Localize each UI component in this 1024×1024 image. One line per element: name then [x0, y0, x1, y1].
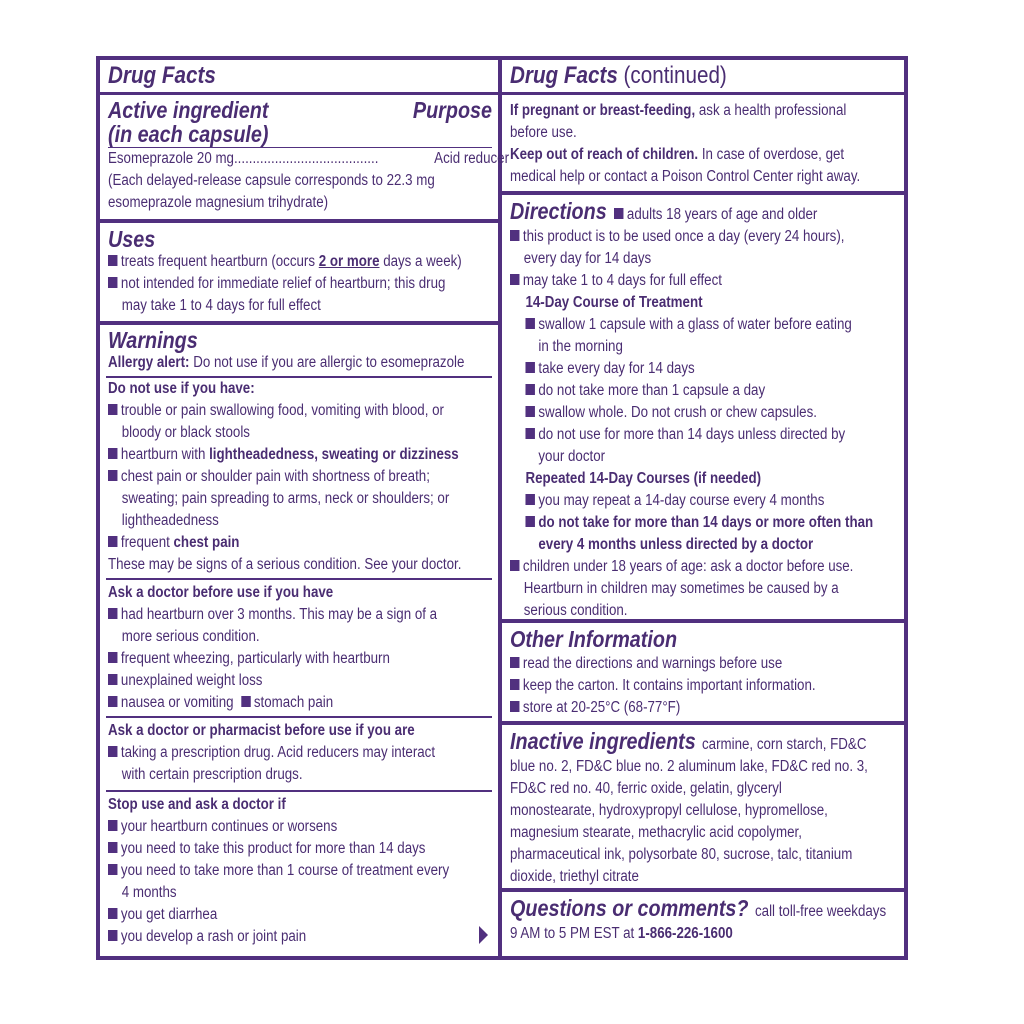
keep-away-warning-cont: medical help or contact a Poison Control Center right away. — [510, 168, 861, 185]
title-continued-section — [502, 62, 904, 90]
ask-pharmacist-item: taking a prescription drug. Acid reducers may interact — [108, 742, 438, 764]
drug-facts-continued-title: Drug Facts (continued) — [510, 62, 727, 89]
course-item: do not use for more than 14 days unless directed by — [510, 424, 844, 446]
course-item: swallow whole. Do not crush or chew capsules. — [510, 402, 844, 424]
pregnancy-warning-cont: before use. — [510, 124, 577, 141]
questions-contact: 9 AM to 5 PM EST at 1-866-226-1600 — [510, 925, 733, 942]
course-heading: 14-Day Course of Treatment — [525, 294, 703, 311]
other-info-item: read the directions and warnings before use — [510, 653, 844, 675]
ask-doctor-item-cont: more serious condition. — [121, 628, 260, 645]
ask-doctor-item: unexplained weight loss — [108, 670, 438, 692]
do-not-use-item: frequent chest pain — [108, 532, 438, 554]
divider — [502, 619, 904, 623]
pregnancy-warning: If pregnant or breast-feeding, ask a health professional — [510, 102, 847, 119]
inactive-ingredients-text: FD&C red no. 40, ferric oxide, gelatin, glyceryl — [510, 780, 782, 797]
other-info-item: store at 20-25°C (68-77°F) — [510, 697, 844, 719]
stop-use-item: you need to take more than 1 course of treatment every — [108, 860, 438, 882]
stop-use-item: your heartburn continues or worsens — [108, 816, 438, 838]
inactive-ingredients-text: pharmaceutical ink, polysorbate 80, sucrose, talc, titanium — [510, 846, 853, 863]
other-information-heading: Other Information — [510, 626, 678, 652]
do-not-use-item-cont: lightheadedness — [121, 512, 219, 529]
uses-item-2: not intended for immediate relief of heartburn; this drug — [108, 273, 438, 295]
ingredient-note-1: (Each delayed-release capsule corresponds to 22.3 mg — [108, 172, 435, 189]
phone-number: 1-866-226-1600 — [637, 925, 733, 942]
divider — [100, 321, 498, 325]
directions-first-line: Directions adults 18 years of age and older — [510, 198, 818, 224]
title-section — [100, 62, 498, 90]
directions-section — [502, 199, 904, 622]
ask-pharmacist-item-cont: with certain prescription drugs. — [121, 766, 303, 783]
inactive-ingredients-heading: Inactive ingredients — [510, 728, 696, 754]
divider — [100, 219, 498, 223]
course-item-cont: in the morning — [538, 338, 623, 355]
other-information-section — [502, 625, 904, 719]
allergy-alert: Allergy alert: Do not use if you are allergic to esomeprazole — [108, 354, 465, 371]
divider — [106, 790, 492, 792]
ask-pharmacist-heading: Ask a doctor or pharmacist before use if you are — [108, 722, 415, 739]
uses-item-1: treats frequent heartburn (occurs 2 or more days a week) — [108, 251, 438, 273]
repeated-course-item: do not take for more than 14 days or more often than — [510, 512, 844, 534]
ingredient-line: Esomeprazole 20 mg....................................... — [108, 150, 379, 167]
directions-item-cont: Heartburn in children may sometimes be caused by a — [523, 580, 839, 597]
keep-away-warning: Keep out of reach of children. In case of overdose, get — [510, 146, 845, 163]
do-not-use-heading: Do not use if you have: — [108, 380, 255, 397]
inactive-ingredients-section — [502, 729, 904, 888]
inactive-ingredients-text: monostearate, hydroxypropyl cellulose, hypromellose, — [510, 802, 828, 819]
left-column — [100, 60, 510, 956]
ask-pharmacist-section — [100, 720, 498, 786]
course-item: swallow 1 capsule with a glass of water before eating — [510, 314, 844, 336]
directions-heading: Directions — [510, 198, 607, 224]
inactive-ingredients-text: blue no. 2, FD&C blue no. 2 aluminum lake, FD&C red no. 3, — [510, 758, 868, 775]
stop-use-item: you need to take this product for more than 14 days — [108, 838, 438, 860]
divider — [502, 191, 904, 195]
active-ingredient-subheading: (in each capsule) — [108, 121, 269, 147]
pregnancy-section — [502, 100, 904, 188]
continued-arrow-icon — [479, 926, 488, 944]
repeated-course-heading: Repeated 14-Day Courses (if needed) — [525, 470, 762, 487]
divider — [106, 578, 492, 580]
divider — [100, 92, 498, 95]
stop-use-section — [100, 794, 498, 948]
do-not-use-item-cont: bloody or black stools — [121, 424, 250, 441]
questions-heading: Questions or comments? — [510, 895, 749, 921]
uses-heading: Uses — [108, 226, 156, 252]
divider — [502, 92, 904, 95]
purpose-heading: Purpose — [412, 97, 492, 123]
other-info-item: keep the carton. It contains important information. — [510, 675, 844, 697]
ask-doctor-section — [100, 582, 498, 714]
questions-section — [502, 896, 904, 945]
warnings-heading: Warnings — [108, 327, 198, 353]
divider — [502, 888, 904, 892]
inactive-ingredients-first-line: Inactive ingredientscarmine, corn starch, FD&C — [510, 728, 867, 754]
stop-use-item: you develop a rash or joint pain — [108, 926, 438, 948]
directions-item-cont: every day for 14 days — [523, 250, 652, 267]
ask-doctor-heading: Ask a doctor before use if you have — [108, 584, 334, 601]
directions-item-cont: serious condition. — [523, 602, 628, 619]
directions-item: may take 1 to 4 days for full effect — [510, 270, 844, 292]
uses-section — [100, 227, 498, 317]
purpose-value: Acid reducer — [434, 150, 510, 167]
course-item: take every day for 14 days — [510, 358, 844, 380]
do-not-use-item: chest pain or shoulder pain with shortness of breath; — [108, 466, 438, 488]
inactive-ingredients-text: dioxide, triethyl citrate — [510, 868, 639, 885]
warnings-section — [100, 328, 498, 374]
stop-use-heading: Stop use and ask a doctor if — [108, 796, 286, 813]
repeated-course-item: you may repeat a 14-day course every 4 months — [510, 490, 844, 512]
ask-doctor-item: frequent wheezing, particularly with heartburn — [108, 648, 438, 670]
ask-doctor-item: nausea or vomiting stomach pain — [108, 692, 438, 714]
do-not-use-note: These may be signs of a serious condition. See your doctor. — [108, 556, 462, 573]
active-ingredient-section — [100, 97, 510, 214]
divider — [106, 716, 492, 718]
stop-use-item: you get diarrhea — [108, 904, 438, 926]
inactive-ingredients-text: magnesium stearate, methacrylic acid copolymer, — [510, 824, 802, 841]
active-ingredient-heading: Active ingredient — [108, 97, 269, 123]
questions-first-line: Questions or comments?call toll-free weekdays — [510, 895, 887, 921]
course-item-cont: your doctor — [538, 448, 606, 465]
right-column — [502, 60, 904, 956]
drug-facts-label — [96, 56, 908, 960]
drug-facts-title: Drug Facts — [108, 62, 216, 89]
stop-use-item-cont: 4 months — [121, 884, 177, 901]
do-not-use-item: heartburn with lightheadedness, sweating or dizziness — [108, 444, 438, 466]
do-not-use-item: trouble or pain swallowing food, vomiting with blood, or — [108, 400, 438, 422]
uses-item-2-cont: may take 1 to 4 days for full effect — [121, 297, 321, 314]
do-not-use-item-cont: sweating; pain spreading to arms, neck or shoulders; or — [121, 490, 450, 507]
course-item: do not take more than 1 capsule a day — [510, 380, 844, 402]
do-not-use-section — [100, 378, 498, 576]
ask-doctor-item: had heartburn over 3 months. This may be a sign of a — [108, 604, 438, 626]
repeated-course-item-cont: every 4 months unless directed by a doctor — [538, 536, 814, 553]
ingredient-note-2: esomeprazole magnesium trihydrate) — [108, 194, 329, 211]
directions-item: children under 18 years of age: ask a doctor before use. — [510, 556, 844, 578]
divider — [502, 721, 904, 725]
directions-item: this product is to be used once a day (every 24 hours), — [510, 226, 844, 248]
